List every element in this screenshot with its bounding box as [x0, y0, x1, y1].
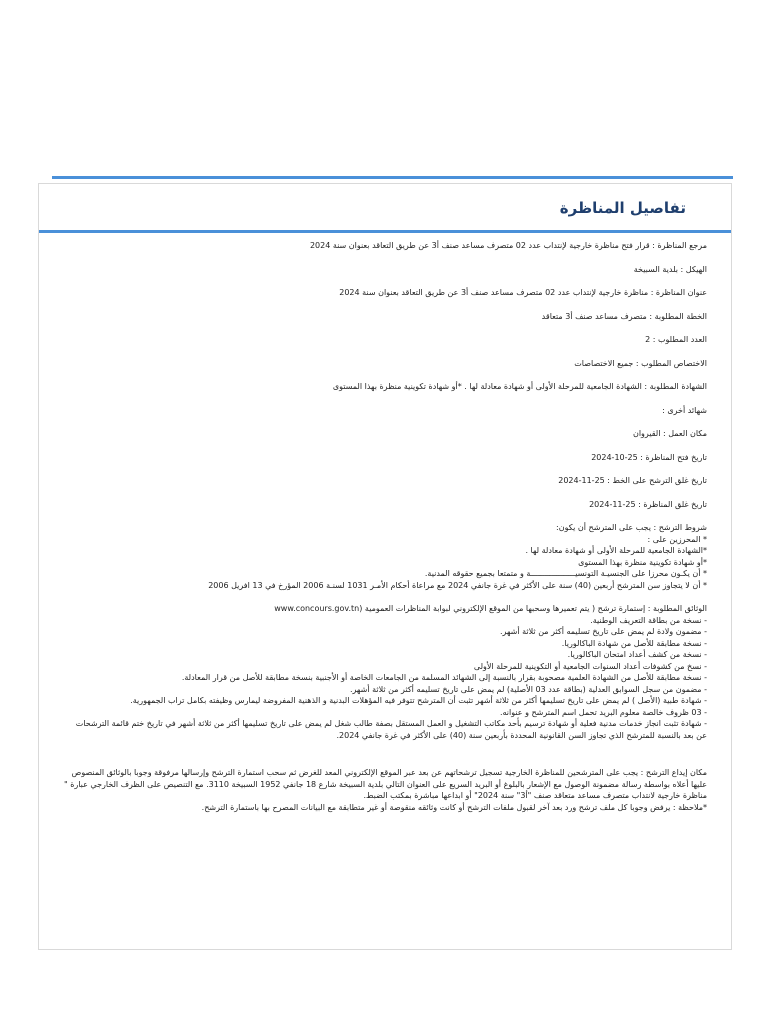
application-conditions: شروط الترشح : يجب على المترشح أن يكون: * المحرزين على : *الشهادة الجامعية للمرحلة الأولى أو شهادة معادلة لها . *أو شهادة تكوينية منظرة بهذا المستوى * أن يكـون محرزا على الجنسيـة التونسيـــــــــــــــــــة و متمتعا بجميع حقوقه المدنية. * أن لا يتجاوز سن المترشح أربعين (40) سنة على الأكثر في غرة جانفي 2024 مع مراعاة أحكام الأمـر 1031 لسنـة 2006 المؤرخ في 13 افريل 2006	[208, 523, 707, 590]
submission-instructions: مكان إيداع الترشح : يجب على المترشحين للمناظرة الخارجية تسجيل ترشحاتهم عن بعد عبر الموقع الإلكتروني المعد للغرض ثم سحب استمارة الترشح وإرسالها مرفوقة وجوبا بالوثائق المنصوص عليها أعلاه بواسطة رسالة مضمونة الوصول مع الإشعار بالبلوغ أو البريد السريع على العنوان التالي بلدية السبيخة شارع 18 جانفي 1952 السبيخة 3110. مع التنصيص على الظرف الخارجي عبارة " مناظرة خارجية لانتداب متصرف مساعد متعاقد صنف "أ3" سنة 2024" أو ابداعها مباشرة بمكتب الضبط. *ملاحظة : يرفض وجوبا كل ملف ترشح ورد بعد آخر لقبول ملفات الترشح أو كانت وثائقه منقوصة أو غير متطابقة مع البيانات المصرح بها باستمارة الترشح.	[63, 768, 707, 812]
field-structure: الهيكل : بلدية السبيخة	[633, 264, 707, 274]
field-competition-title: عنوان المناظرة : مناظرة خارجية لإنتداب عدد 02 متصرف مساعد صنف أ3 عن طريق التعاقد بعنوان سنة 2024	[339, 288, 707, 297]
title-divider	[39, 230, 731, 233]
field-position: الخطة المطلوبة : متصرف مساعد صنف أ3 متعاقد	[541, 311, 707, 321]
field-specialty: الاختصاص المطلوب : جميع الاختصاصات	[574, 358, 707, 368]
top-accent-rule	[52, 176, 733, 179]
field-work-location: مكان العمل : القيروان	[632, 429, 707, 438]
field-reference: مرجع المناظرة : قرار فتح مناظرة خارجية لإنتداب عدد 02 متصرف مساعد صنف أ3 عن طريق التعاقد بعنوان سنة 2024	[309, 241, 707, 250]
field-closing-date: تاريخ غلق المناظرة : 25-11-2024	[589, 499, 707, 509]
field-required-degree: الشهادة المطلوبة : الشهادة الجامعية للمرحلة الأولى أو شهادة معادلة لها . *أو شهادة تكوينية منظرة بهذا المستوى	[332, 382, 707, 391]
field-required-count: العدد المطلوب : 2	[645, 335, 707, 344]
page-title: تفاصيل المناظرة	[559, 199, 686, 217]
field-other-degrees: شهائد أخرى :	[662, 405, 707, 415]
field-opening-date: تاريخ فتح المناظرة : 25-10-2024	[591, 452, 707, 462]
required-documents: الوثائق المطلوبة : إستمارة ترشح ( يتم تعميرها وسحبها من الموقع الإلكتروني لبوابة المناظرات العمومية (www.concours.gov.tn - نسخة من بطاقة التعريف الوطنية. - مضمون ولادة لم يمض على تاريخ تسليمه أكثر من ثلاثة أشهر. - نسخة مطابقة للأصل من شهادة الباكالوريا. - نسخة من كشف أعداد امتحان الباكالوريا. - نسخ من كشوفات أعداد السنوات الجامعية أو التكوينية للمرحلة الأولى - نسخة مطابقة للأصل من الشهادة العلمية مصحوبة بقرار بالنسبة إلى الشهائد المسلمة من الجامعات الخاصة أو الأجنبية بنسخة مطابقة للأصل من قرار المعادلة. - مضمون من سجل السوابق العدلية (بطاقة عدد 03 الأصلية) لم يمض على تاريخ تسليمه أكثر من ثلاثة أشهر. - شهادة طبية (الأصل ) لم يمض على تاريخ تسليمها أكثر من ثلاثة أشهر تثبت أن المترشح تتوفر فيه المؤهلات البدنية و الذهنية المفروضة ليمارس وظيفته بكامل تراب الجمهورية. - 03 ظروف خالصة معلوم البريد تحمل اسم المترشح و عنوانه. - شهادة تثبت انجاز خدمات مدنية فعلية أو شهادة ترسيم بأحد مكاتب التشغيل و العمل المستقل بصفة طالب شغل لم يمض على تاريخ تسليمها أكثر من ثلاثة أشهر في تاريخ ختم قائمة الترشحات عن بعد بالنسبة للمترشح الذي تجاوز السن القانونية المحددة بأربعين سنة (40) على الأكثر في غرة جانفي 2024.	[75, 604, 707, 740]
field-online-closing-date: تاريخ غلق الترشح على الخط : 25-11-2024	[558, 476, 707, 485]
details-content	[63, 240, 707, 813]
competition-details-card	[38, 183, 732, 950]
